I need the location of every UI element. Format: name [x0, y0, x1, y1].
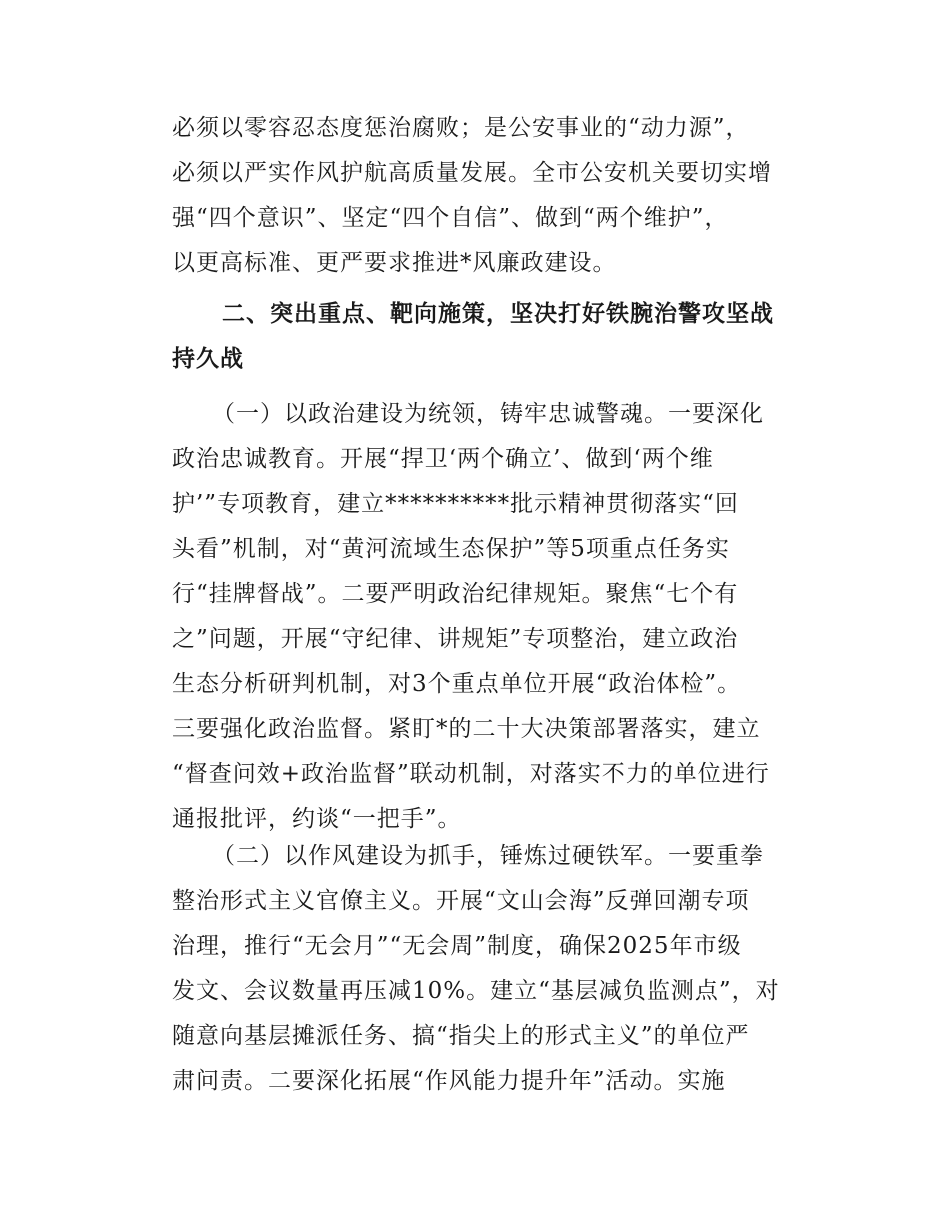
text-line: 三要强化政治监督。紧盯*的二十大决策部署落实，建立	[172, 716, 761, 742]
text-line: 之”问题，开展“守纪律、讲规矩”专项整治，建立政治	[172, 626, 739, 652]
paragraph-two	[172, 834, 812, 1104]
text-line: 必须以零容忍态度惩治腐败；是公安事业的“动力源”，	[172, 115, 750, 141]
text-line: 整治形式主义官僚主义。开展“文山会海”反弹回潮专项	[172, 888, 750, 914]
heading-line: 二、突出重点、靶向施策，坚决打好铁腕治警攻坚战	[222, 301, 774, 327]
heading-line: 持久战	[172, 346, 244, 372]
text-line: “督查问效+政治监督”联动机制，对落实不力的单位进行	[172, 761, 770, 787]
section-heading	[172, 292, 812, 382]
text-line: 护’”专项教育，建立**********批示精神贯彻落实“回	[172, 491, 739, 517]
text-line: 治理，推行“无会月”“无会周”制度，确保2025年市级	[172, 933, 742, 959]
text-line: （二）以作风建设为抓手，锤炼过硬铁军。一要重拳	[212, 843, 764, 869]
text-line: 生态分析研判机制，对3个重点单位开展“政治体检”。	[172, 671, 742, 697]
text-line: 必须以严实作风护航高质量发展。全市公安机关要切实增	[172, 160, 772, 186]
text-line: 通报批评，约谈“一把手”。	[172, 806, 462, 832]
text-line: 以更高标准、更严要求推进*风廉政建设。	[172, 250, 617, 276]
text-line: 政治忠诚教育。开展“捍卫‘两个确立’、做到‘两个维	[172, 446, 714, 472]
text-line: 肃问责。二要深化拓展“作风能力提升年”活动。实施	[172, 1068, 726, 1094]
intro-paragraph	[172, 106, 812, 286]
text-line: 强“四个意识”、坚定“四个自信”、做到“两个维护”，	[172, 205, 729, 231]
paragraph-one	[172, 392, 812, 842]
text-line: 行“挂牌督战”。二要严明政治纪律规矩。聚焦“七个有	[172, 581, 739, 607]
text-line: 随意向基层摊派任务、搞“指尖上的形式主义”的单位严	[172, 1023, 750, 1049]
text-line: （一）以政治建设为统领，铸牢忠诚警魂。一要深化	[212, 401, 764, 427]
text-line: 头看”机制，对“黄河流域生态保护”等5项重点任务实	[172, 536, 730, 562]
text-line: 发文、会议数量再压减10%。建立“基层减负监测点”，对	[172, 978, 780, 1004]
